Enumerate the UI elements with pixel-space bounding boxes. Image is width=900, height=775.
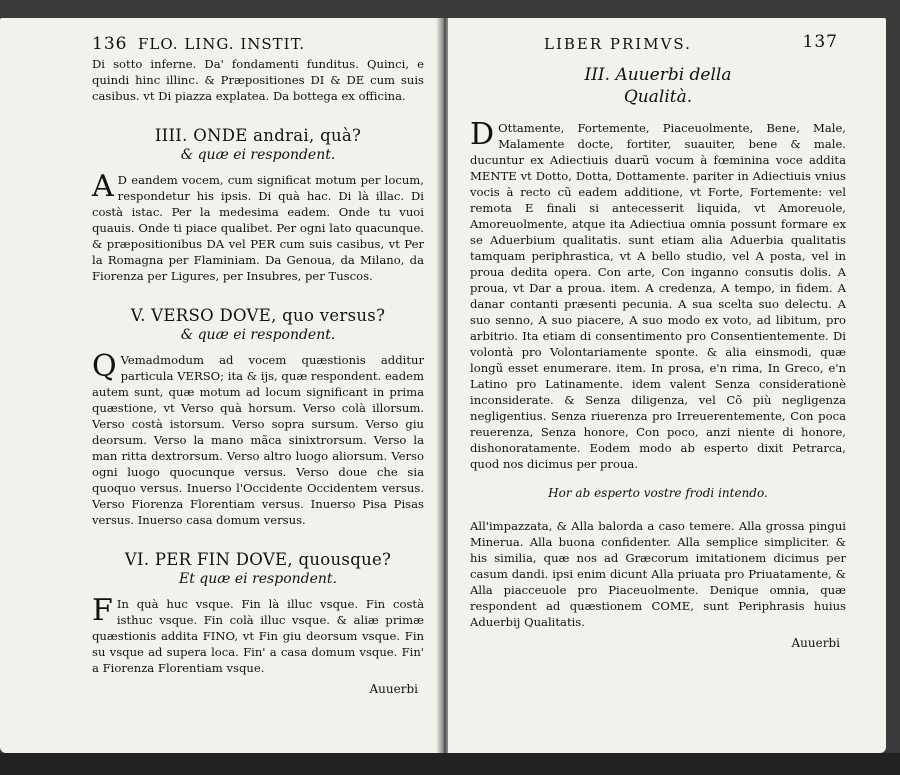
right-page-header [470,32,846,54]
left-page-header [92,34,424,56]
left-intro-text: Di sotto inferne. Da' fondamenti funditus. Quinci, e quindi hinc illinc. & Præpositiones DI & DE cum suis casibus. vt Di piazza explatea. Da bottega ex officina. [92,57,424,103]
section-6-dropcap: F [92,593,113,628]
chapter-title-line-1: III. Auuerbi della [584,65,732,85]
section-5-paragraph [92,349,424,528]
section-6-subheading: Et quæ ei respondent. [178,571,337,587]
section-4-dropcap: A [92,169,114,204]
section-5-heading: V. VERSO DOVE, quo versus? [130,306,386,325]
section-4-heading: IIII. ONDE andrai, quà? [154,126,362,145]
left-page [0,18,440,753]
right-catchword: Auuerbi [791,636,840,650]
bottom-shadow [0,753,900,775]
chapter-title-line-2: Qualità. [623,87,693,107]
right-main-paragraph [470,117,846,472]
left-page-number: 136 [92,34,128,54]
petrarca-verse: Hor ab esperto vostre frodi intendo. [548,486,768,500]
section-6-paragraph [92,593,424,676]
section-6-text: In quà huc vsque. Fin là illuc vsque. Fin costà isthuc vsque. Fin colà illuc vsque. & aliæ primæ quæstionis addita FINO, vt Fin giu deorsum vsque. Fin su vsque ad supera loca. Fin' a casa domum vsque. Fin' a Fiorenza Florentiam vsque. [92,597,424,675]
section-5-text: Vemadmodum ad vocem quæstionis additur particula VERSO; ita & ijs, quæ respondent. eadem autem sunt, quæ motum ad locum significant in prima quæstione, vt Verso quà horsum. Verso colà illorsum. Verso costà istorsum. Verso sopra sursum. Verso giu deorsum. Verso la mano mãca sinixtrorsum. Verso la man ritta dextrorsum. Verso altro luogo aliorsum. Verso ogni luogo quocunque versus. Verso doue che sia quoquo versus. Inuerso l'Occidente Occidentem versus. Verso Fiorenza Florentiam versus. Inuerso Pisa Pisas versus. Inuerso casa domum versus. [92,353,424,527]
right-running-title: LIBER PRIMVS. [544,35,692,53]
right-page-number: 137 [802,32,838,52]
right-page [448,18,886,753]
left-running-title: FLO. LING. INSTIT. [138,35,306,53]
section-5-dropcap: Q [92,349,117,384]
section-6-heading: VI. PER FIN DOVE, quousque? [124,550,392,569]
right-main-text: Ottamente, Fortemente, Piaceuolmente, Bene, Male, Malamente docte, fortiter, suauiter, bene & male. ducuntur ex Adiectiuis duarũ vocum à fœminina voce addita MENTE vt Dotto, Dotta, Dottamente. pariter in Adiectiuis vnius vocis à recto cũ eadem additione, vt Forte, Fortemente: vel remota E finali si antecesserit liquida, vt Amoreuole, Amoreuolmente, atque ita Adiectiua omnia possunt formare ex se Aduerbium qualitatis. sunt etiam alia Aduerbia qualitatis tamquam periphrastica, vt A bello studio, vel A posta, vel in proua dedita opera. Con arte, Con inganno consutis dolis. A proua, vt Dar a proua. item. A credenza, A tempo, in fidem. A danar contanti præsenti pecunia. A sua scelta suo delectu. A suo senno, A suo piacere, A suo modo ex voto, ad libitum, pro arbitrio. Ita etiam di consentimento pro Consentientemente. Di volontà pro Volontariamente sponte. & alia einsmodi, quæ longũ esset enumerare. item. In prosa, e'n rima, In Greco, e'n Latino pro Latinamente. idem valent Senza considerationè inconsiderate. & Senza diligenza, vel Cõ più negligenza negligentius. Senza riuerenza pro Irreuerentemente, Con poca reuerenza, Senza honore, Con poco, anzi niente di honore, dishonoratamente. Eodem modo ab esperto dixit Petrarca, quod nos dicimus per proua. [470,121,846,471]
right-dropcap: D [470,117,495,152]
right-second-text: All'impazzata, & Alla balorda a caso temere. Alla grossa pingui Minerua. Alla buona confidenter. Alla semplice simpliciter. & his similia, quæ nos ad Græcorum imitationem dicimus per casum dandi. ipsi enim dicunt Alla priuata pro Priuatamente, & Alla piacceuole pro Piaceuolmente. Denique omnia, quæ respondent ad quæstionem COME, sunt Periphrasis huius Aduerbij Qualitatis. [470,519,846,629]
section-4-subheading: & quæ ei respondent. [180,147,336,163]
section-4-paragraph [92,169,424,284]
section-4-text: D eandem vocem, cum significat motum per locum, respondetur his ipsis. Di quà hac. Di là illac. Di costà istac. Per la medesima eadem. Onde tu vuoi quauis. Onde ti piace qualibet. Per ogni lato quacunque. & præpositionibus DA vel PER cum suis casibus, vt Per la Romagna per Flaminiam. Da Genoua, da Milano, da Fiorenza per Ligures, per Insubres, per Tuscos. [92,173,424,283]
section-5-subheading: & quæ ei respondent. [180,327,336,343]
left-catchword: Auuerbi [369,682,418,696]
